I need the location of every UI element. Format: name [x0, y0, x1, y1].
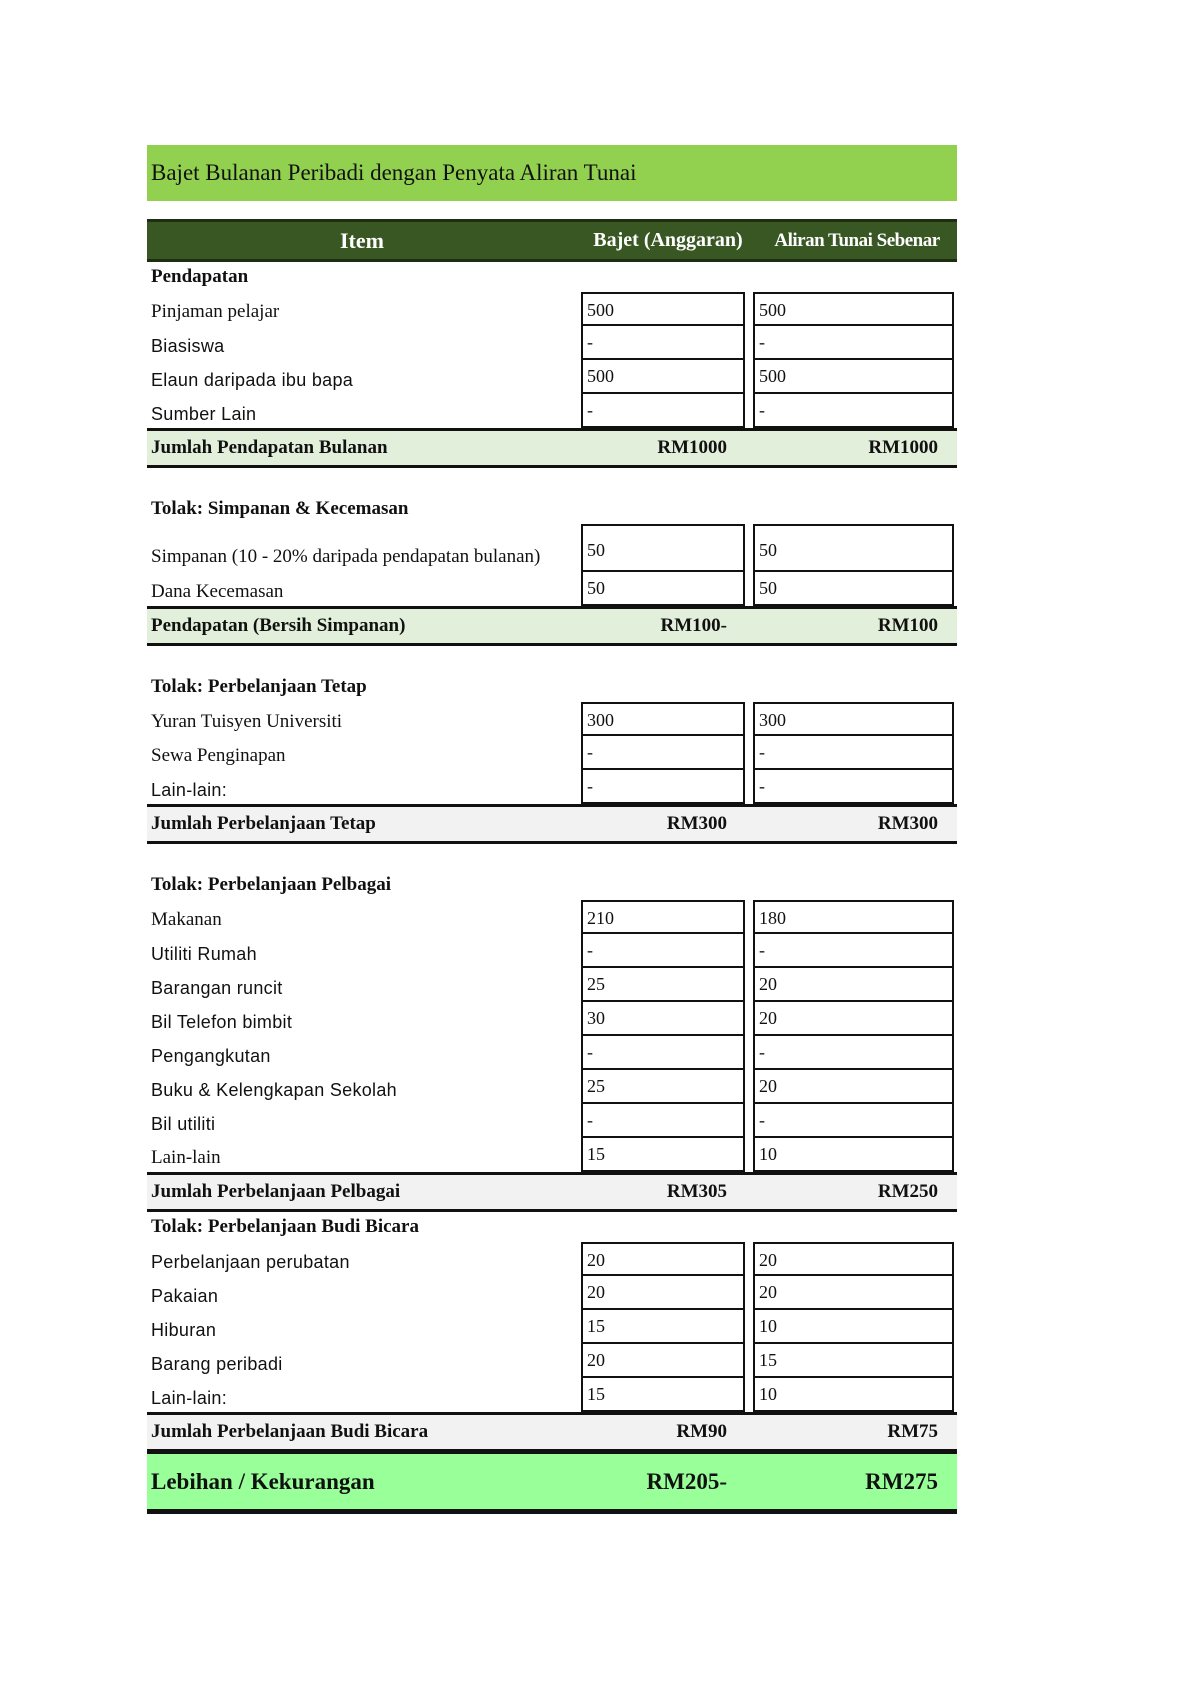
budget-sheet	[147, 145, 957, 1514]
actual-cell[interactable]: 50	[753, 572, 954, 606]
column-header-actual: Aliran Tunai Sebenar	[774, 229, 940, 251]
table-row	[147, 1378, 957, 1412]
row-label: Dana Kecemasan	[151, 581, 284, 602]
column-header-item: Item	[340, 227, 384, 253]
final-actual: RM275	[865, 1468, 938, 1494]
total-budget: RM305	[666, 1181, 727, 1202]
budget-cell[interactable]: 50	[581, 524, 745, 572]
row-label: Sumber Lain	[151, 404, 257, 424]
actual-cell[interactable]: -	[753, 1104, 954, 1138]
actual-cell[interactable]: 20	[753, 1276, 954, 1310]
budget-cell[interactable]: 20	[581, 1242, 745, 1276]
table-row	[147, 572, 957, 606]
actual-cell[interactable]: 10	[753, 1378, 954, 1412]
actual-cell[interactable]: -	[753, 326, 954, 360]
table-row	[147, 394, 957, 428]
table-row	[147, 1104, 957, 1138]
total-actual: RM100	[877, 615, 938, 636]
section-title-fixed: Tolak: Perbelanjaan Tetap	[151, 676, 367, 697]
total-row-income	[147, 428, 957, 468]
budget-cell[interactable]: 20	[581, 1344, 745, 1378]
actual-cell[interactable]: -	[753, 1036, 954, 1070]
actual-cell[interactable]: 180	[753, 900, 954, 934]
total-label: Jumlah Perbelanjaan Tetap	[151, 813, 376, 834]
total-budget: RM100-	[660, 615, 727, 636]
row-label: Utiliti Rumah	[151, 944, 257, 964]
actual-cell[interactable]: 300	[753, 702, 954, 736]
budget-cell[interactable]: -	[581, 934, 745, 968]
actual-cell[interactable]: 10	[753, 1138, 954, 1172]
actual-cell[interactable]: 15	[753, 1344, 954, 1378]
budget-cell[interactable]: 20	[581, 1276, 745, 1310]
fixed-rows	[147, 702, 957, 804]
total-actual: RM1000	[868, 437, 938, 458]
total-label: Jumlah Perbelanjaan Pelbagai	[151, 1181, 401, 1202]
budget-cell[interactable]: -	[581, 326, 745, 360]
spacer	[147, 844, 957, 870]
table-row	[147, 770, 957, 804]
total-row-discretionary	[147, 1412, 957, 1452]
actual-cell[interactable]: -	[753, 934, 954, 968]
budget-cell[interactable]: 300	[581, 702, 745, 736]
actual-cell[interactable]: 20	[753, 1002, 954, 1036]
row-label: Yuran Tuisyen Universiti	[151, 711, 343, 732]
surplus-deficit-row	[147, 1452, 957, 1514]
spacer	[147, 646, 957, 672]
table-row	[147, 1242, 957, 1276]
budget-cell[interactable]: 15	[581, 1378, 745, 1412]
row-label: Elaun daripada ibu bapa	[151, 370, 354, 390]
row-label: Barangan runcit	[151, 978, 283, 998]
discretionary-rows	[147, 1242, 957, 1412]
actual-cell[interactable]: 20	[753, 968, 954, 1002]
row-label: Pengangkutan	[151, 1046, 271, 1066]
actual-cell[interactable]: 10	[753, 1310, 954, 1344]
budget-cell[interactable]: -	[581, 394, 745, 428]
section-title-income: Pendapatan	[151, 266, 249, 287]
row-label: Makanan	[151, 909, 222, 930]
actual-cell[interactable]: 20	[753, 1070, 954, 1104]
table-row	[147, 900, 957, 934]
table-row	[147, 1310, 957, 1344]
table-row	[147, 702, 957, 736]
budget-cell[interactable]: 30	[581, 1002, 745, 1036]
row-label: Hiburan	[151, 1320, 217, 1340]
page-title: Bajet Bulanan Peribadi dengan Penyata Aliran Tunai	[147, 145, 957, 201]
table-row	[147, 1036, 957, 1070]
row-label: Pinjaman pelajar	[151, 301, 280, 322]
table-row	[147, 1344, 957, 1378]
total-budget: RM300	[666, 813, 727, 834]
misc-rows	[147, 900, 957, 1172]
total-actual: RM250	[877, 1181, 938, 1202]
budget-cell[interactable]: 15	[581, 1310, 745, 1344]
table-row	[147, 736, 957, 770]
table-row	[147, 1070, 957, 1104]
table-row	[147, 968, 957, 1002]
table-row	[147, 934, 957, 968]
row-label: Lain-lain:	[151, 1388, 228, 1408]
column-header-row	[147, 219, 957, 262]
final-budget: RM205-	[646, 1468, 727, 1494]
table-row	[147, 326, 957, 360]
actual-cell[interactable]: 500	[753, 292, 954, 326]
row-label: Buku & Kelengkapan Sekolah	[151, 1080, 397, 1100]
table-row	[147, 524, 957, 572]
column-header-budget: Bajet (Anggaran)	[593, 229, 743, 251]
row-label: Pakaian	[151, 1286, 219, 1306]
budget-cell[interactable]: 15	[581, 1138, 745, 1172]
total-row-savings	[147, 606, 957, 646]
total-actual: RM75	[887, 1421, 938, 1442]
budget-cell[interactable]: 50	[581, 572, 745, 606]
total-row-fixed	[147, 804, 957, 844]
row-label: Bil Telefon bimbit	[151, 1012, 293, 1032]
total-label: Jumlah Pendapatan Bulanan	[151, 437, 388, 458]
budget-cell[interactable]: -	[581, 1104, 745, 1138]
section-title-discretionary: Tolak: Perbelanjaan Budi Bicara	[151, 1216, 419, 1237]
total-label: Jumlah Perbelanjaan Budi Bicara	[151, 1421, 429, 1442]
actual-cell[interactable]: 50	[753, 524, 954, 572]
row-label: Perbelanjaan perubatan	[151, 1252, 350, 1272]
table-row	[147, 1276, 957, 1310]
row-label: Bil utiliti	[151, 1114, 216, 1134]
table-row	[147, 360, 957, 394]
final-label: Lebihan / Kekurangan	[151, 1468, 375, 1494]
budget-cell[interactable]: -	[581, 736, 745, 770]
row-label: Lain-lain:	[151, 780, 228, 800]
row-label: Barang peribadi	[151, 1354, 283, 1374]
budget-cell[interactable]: -	[581, 770, 745, 804]
table-row	[147, 292, 957, 326]
budget-cell[interactable]: 500	[581, 292, 745, 326]
row-label: Biasiswa	[151, 336, 225, 356]
savings-rows	[147, 524, 957, 606]
spacer	[147, 468, 957, 494]
actual-cell[interactable]: -	[753, 394, 954, 428]
section-title-misc: Tolak: Perbelanjaan Pelbagai	[151, 874, 391, 895]
budget-cell[interactable]: 25	[581, 1070, 745, 1104]
actual-cell[interactable]: 500	[753, 360, 954, 394]
actual-cell[interactable]: -	[753, 736, 954, 770]
budget-cell[interactable]: 25	[581, 968, 745, 1002]
total-budget: RM1000	[657, 437, 727, 458]
budget-cell[interactable]: 210	[581, 900, 745, 934]
row-label: Lain-lain	[151, 1147, 221, 1168]
total-actual: RM300	[877, 813, 938, 834]
total-row-misc	[147, 1172, 957, 1212]
row-label: Simpanan (10 - 20% daripada pendapatan bulanan)	[151, 546, 541, 567]
table-row	[147, 1002, 957, 1036]
total-label: Pendapatan (Bersih Simpanan)	[151, 615, 406, 636]
actual-cell[interactable]: -	[753, 770, 954, 804]
budget-cell[interactable]: 500	[581, 360, 745, 394]
table-row	[147, 1138, 957, 1172]
budget-cell[interactable]: -	[581, 1036, 745, 1070]
section-title-savings: Tolak: Simpanan & Kecemasan	[151, 498, 409, 519]
income-rows	[147, 292, 957, 428]
row-label: Sewa Penginapan	[151, 745, 286, 766]
total-budget: RM90	[676, 1421, 727, 1442]
actual-cell[interactable]: 20	[753, 1242, 954, 1276]
